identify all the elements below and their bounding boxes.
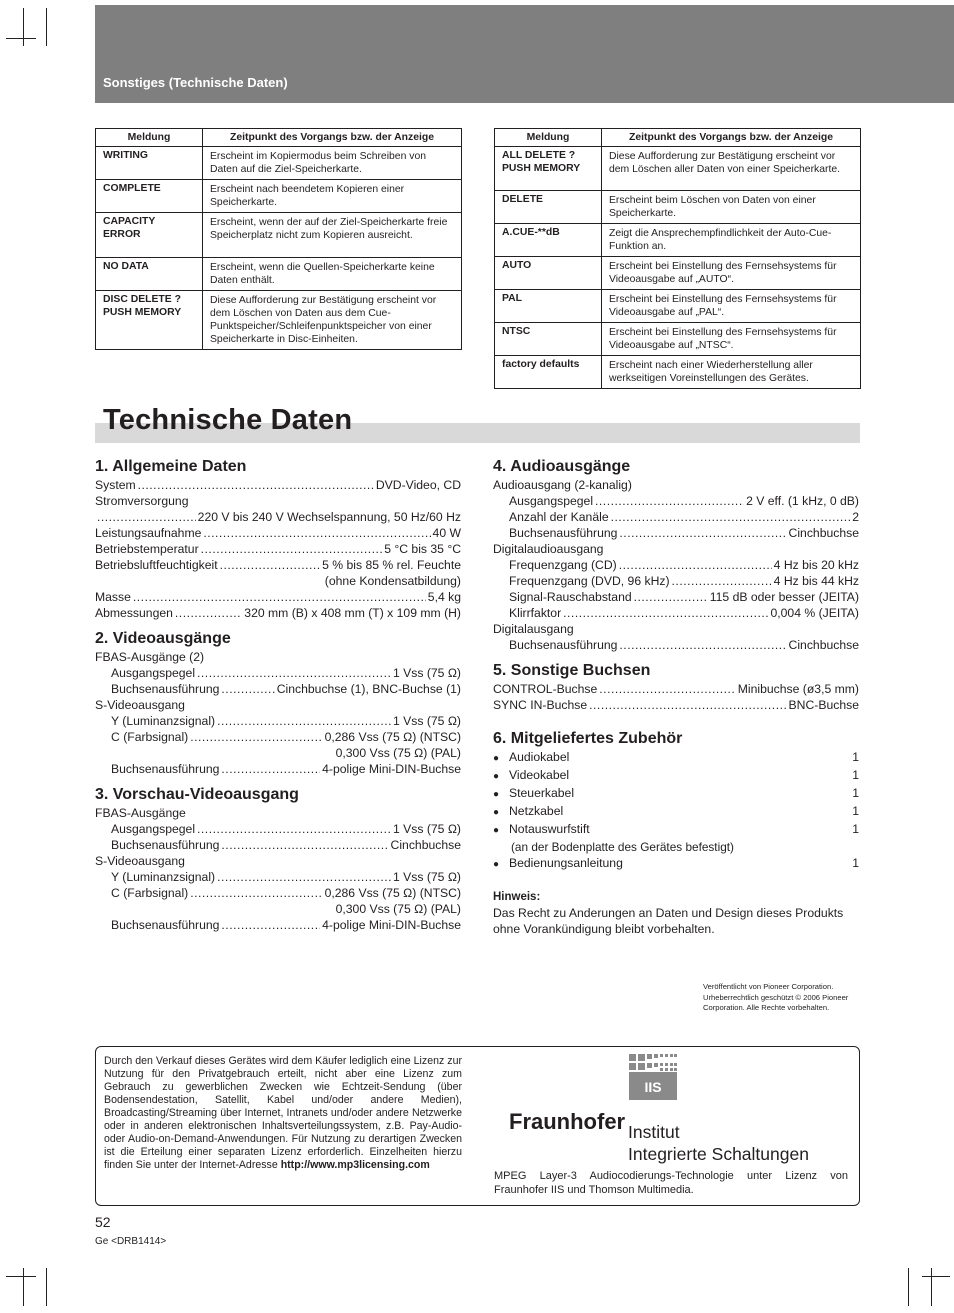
spec-row — [493, 697, 859, 713]
message-description: Erscheint im Kopiermodus beim Schreiben von Daten auf die Ziel-Speicherkarte. — [203, 147, 462, 180]
spec-row — [95, 917, 461, 933]
spec-value: 320 mm (B) x 408 mm (T) x 109 mm (H) — [244, 606, 461, 620]
spec-label: Klirrfaktor — [509, 606, 562, 620]
spec-row — [95, 509, 461, 525]
message-description: Zeigt die Ansprechempfindlichkeit der Auto-Cue-Funktion an. — [602, 224, 861, 257]
spec-value: 40 W — [432, 526, 461, 540]
spec-row — [493, 573, 859, 589]
message-description: Erscheint nach beendetem Kopieren einer Speicherkarte. — [203, 180, 462, 213]
spec-group-label: S-Videoausgang — [95, 698, 185, 712]
svg-text:IIS: IIS — [644, 1079, 662, 1095]
message-key: ALL DELETE ? PUSH MEMORY — [495, 147, 602, 191]
table-row — [495, 191, 861, 224]
spec-label: Leistungsaufnahme — [95, 526, 202, 540]
bullet-icon: ● — [493, 859, 500, 870]
spec-label: Buchsenausführung — [111, 838, 220, 852]
table-row — [495, 356, 861, 389]
spec-group-label: Digitalausgang — [493, 622, 574, 636]
crop-mark — [23, 1268, 24, 1306]
spec-row — [493, 589, 859, 605]
crop-mark — [908, 1268, 909, 1306]
note-text: Das Recht zu Anderungen an Daten und Design dieses Produkts ohne Vorankündigung bleibt vorbehalten. — [493, 906, 844, 936]
spec-row — [493, 557, 859, 573]
spec-label: Betriebstemperatur — [95, 542, 199, 556]
spec-label: SYNC IN-Buchse — [493, 698, 588, 712]
spec-group-label: Audioausgang (2-kanalig) — [493, 478, 632, 492]
accessory-item: ● Videokabel 1 — [493, 767, 859, 785]
message-key: DISC DELETE ? PUSH MEMORY — [96, 291, 203, 350]
spec-label: Ausgangspegel — [111, 666, 196, 680]
fraunhofer-institut: Institut — [628, 1122, 680, 1142]
spec-value: 4 Hz bis 20 kHz — [773, 558, 859, 572]
table-header-row — [495, 129, 861, 147]
page-number: 52 — [95, 1214, 111, 1230]
accessory-item: ● Netzkabel 1 — [493, 803, 859, 821]
spec-row — [493, 525, 859, 541]
spec-label: Buchsenausführung — [111, 918, 220, 932]
table-row — [96, 291, 462, 350]
spec-value: 1 Vss (75 Ω) — [392, 870, 461, 884]
spec-value: 4-polige Mini-DIN-Buchse — [322, 762, 461, 776]
table-row — [495, 323, 861, 356]
license-text: Durch den Verkauf dieses Gerätes wird dem Käufer lediglich eine Lizenz zur Nutzung für den Privatgebrauch erteilt, nicht aber eine Lizenz zum Gebrauch zu gewerblichen Zwecken wie Echtzeit-Sendung (über Bodensendestation, Satellit, Kabel und/oder andere Medien), Broadcasting/Streaming über Internet, Intranets und/oder andere Netzwerke oder in anderen elektronischen Inhaltsverteilungssystem, z.B. Pay-Audio- oder Audio-on-Demand-Anwendungen. Für Nutzung zu derartigen Zwecken ist die Erteilung einer separaten Lizenz erforderlich. Einzelheiten hierzu finden Sie unter der Internet-Adresse http://www.mp3licensing.com — [104, 1055, 462, 1171]
table-row — [495, 290, 861, 323]
document-code: Ge <DRB1414> — [95, 1236, 167, 1247]
spec-row — [95, 477, 461, 493]
spec-value: Cinchbuchse — [390, 838, 461, 852]
header-band — [95, 5, 954, 103]
spec-row — [493, 605, 859, 621]
spec-label: Abmessungen — [95, 606, 173, 620]
accessory-item: ● Notauswurfstift 1 — [493, 821, 859, 839]
bullet-icon: ● — [493, 825, 500, 836]
spec-row — [493, 637, 859, 653]
spec-value: 1 Vss (75 Ω) — [392, 822, 461, 836]
spec-value: Cinchbuchse — [788, 638, 859, 652]
column-header: Zeitpunkt des Vorgangs bzw. der Anzeige — [602, 129, 861, 147]
spec-value: Cinchbuchse — [788, 526, 859, 540]
spec-row — [95, 605, 461, 621]
column-header: Meldung — [96, 129, 203, 147]
spec-value: 220 V bis 240 V Wechselspannung, 50 Hz/60 Hz — [197, 510, 461, 524]
spec-row — [95, 541, 461, 557]
message-description: Erscheint, wenn der auf der Ziel-Speicherkarte freie Speicherplatz nicht zum Kopieren ausreicht. — [203, 213, 462, 258]
message-key: A.CUE-**dB — [495, 224, 602, 257]
spec-value: 1 Vss (75 Ω) — [392, 666, 461, 680]
spec-row — [95, 713, 461, 729]
section-heading: 2. Videoausgänge — [95, 630, 231, 647]
spec-group-label: Digitalaudioausgang — [493, 542, 604, 556]
crop-mark — [922, 1276, 950, 1277]
spec-row — [95, 557, 461, 573]
spec-row — [493, 681, 859, 697]
accessory-item: ● Bedienungsanleitung 1 — [493, 855, 859, 873]
message-description: Erscheint bei Einstellung des Fernsehsystems für Videoausgabe auf „PAL“. — [602, 290, 861, 323]
bullet-icon: ● — [493, 753, 500, 764]
spec-row — [95, 869, 461, 885]
table-row — [495, 147, 861, 191]
crop-mark — [931, 1268, 932, 1306]
iis-logo-icon — [629, 1054, 677, 1100]
bullet-icon: ● — [493, 807, 500, 818]
mpeg-license-text: MPEG Layer-3 Audiocodierungs-Technologie unter Lizenz von Fraunhofer IIS und Thomson Multimedia. — [494, 1170, 848, 1196]
message-key: NTSC — [495, 323, 602, 356]
message-description: Erscheint, wenn die Quellen-Speicherkarte keine Daten enthält. — [203, 258, 462, 291]
publisher-note: Veröffentlicht von Pioneer Corporation. Urheberrechtlich geschützt © 2006 Pioneer Corporation. Alle Rechte vorbehalten. — [703, 982, 849, 1012]
spec-group-label: FBAS-Ausgänge — [95, 806, 186, 820]
section-heading: 6. Mitgeliefertes Zubehör — [493, 730, 683, 747]
accessory-note: (an der Bodenplatte des Gerätes befestigt) — [511, 840, 734, 854]
message-description: Erscheint bei Einstellung des Fernsehsystems für Videoausgabe auf „NTSC“. — [602, 323, 861, 356]
spec-value: 1 Vss (75 Ω) — [392, 714, 461, 728]
column-header: Zeitpunkt des Vorgangs bzw. der Anzeige — [203, 129, 462, 147]
section-heading: 4. Audioausgänge — [493, 458, 631, 475]
left-column — [95, 457, 461, 933]
message-description: Erscheint nach einer Wiederherstellung aller werkseitigen Voreinstellungen des Gerätes. — [602, 356, 861, 389]
spec-label: Buchsenausführung — [111, 682, 220, 696]
table-row — [96, 180, 462, 213]
spec-row — [95, 821, 461, 837]
message-key: PAL — [495, 290, 602, 323]
spec-group-label: FBAS-Ausgänge (2) — [95, 650, 205, 664]
spec-label: Ausgangspegel — [509, 494, 594, 508]
spec-label: Stromversorgung — [95, 494, 189, 508]
section-label: Sonstiges (Technische Daten) — [103, 75, 288, 90]
crop-mark — [6, 38, 36, 39]
spec-row — [95, 525, 461, 541]
spec-label: System — [95, 478, 136, 492]
spec-label: Buchsenausführung — [509, 638, 618, 652]
spec-value: (ohne Kondensatbildung) — [324, 574, 461, 588]
spec-row — [95, 589, 461, 605]
message-description: Erscheint bei Einstellung des Fernsehsystems für Videoausgabe auf „AUTO“. — [602, 257, 861, 290]
bullet-icon: ● — [493, 789, 500, 800]
message-key: COMPLETE — [96, 180, 203, 213]
spec-row — [95, 761, 461, 777]
spec-value: 115 dB oder besser (JEITA) — [709, 590, 859, 604]
spec-row — [95, 837, 461, 853]
table-row — [96, 147, 462, 180]
message-key: CAPACITY ERROR — [96, 213, 203, 258]
message-key: AUTO — [495, 257, 602, 290]
spec-label: C (Farbsignal) — [111, 730, 189, 744]
table-row — [96, 213, 462, 258]
spec-value: 0,300 Vss (75 Ω) (PAL) — [335, 746, 461, 760]
section-heading: 1. Allgemeine Daten — [95, 458, 247, 475]
crop-mark — [23, 8, 24, 46]
spec-label: Anzahl der Kanäle — [509, 510, 609, 524]
message-key: WRITING — [96, 147, 203, 180]
section-heading: 5. Sonstige Buchsen — [493, 662, 651, 679]
spec-label: Signal-Rauschabstand — [509, 590, 632, 604]
table-row — [495, 224, 861, 257]
spec-value: 0,004 % (JEITA) — [770, 606, 859, 620]
spec-label: Buchsenausführung — [111, 762, 220, 776]
spec-value: 0,286 Vss (75 Ω) (NTSC) — [324, 730, 461, 744]
spec-label: Masse — [95, 590, 131, 604]
spec-value: 0,286 Vss (75 Ω) (NTSC) — [324, 886, 461, 900]
spec-label: Frequenzgang (DVD, 96 kHz) — [509, 574, 670, 588]
spec-value: Minibuchse (ø3,5 mm) — [737, 682, 859, 696]
accessory-item: ● Steuerkabel 1 — [493, 785, 859, 803]
spec-group-label: S-Videoausgang — [95, 854, 185, 868]
crop-mark — [46, 1268, 47, 1306]
message-description: Erscheint beim Löschen von Daten von einer Speicherkarte. — [602, 191, 861, 224]
message-key: DELETE — [495, 191, 602, 224]
spec-value: 5 °C bis 35 °C — [384, 542, 461, 556]
message-key: factory defaults — [495, 356, 602, 389]
spec-label: C (Farbsignal) — [111, 886, 189, 900]
table-header-row — [96, 129, 462, 147]
spec-value: 5,4 kg — [427, 590, 461, 604]
table-row — [96, 258, 462, 291]
column-header: Meldung — [495, 129, 602, 147]
crop-mark — [6, 1276, 36, 1277]
crop-mark — [46, 8, 47, 46]
right-column — [493, 457, 859, 937]
license-url: http://www.mp3licensing.com — [280, 1159, 430, 1171]
message-description: Diese Aufforderung zur Bestätigung erscheint vor dem Löschen von Daten aus dem Cue-Punktspeicher/Schleifenpunktspeicher von einer Speicherkarte in Disc-Einheiten. — [203, 291, 462, 350]
message-table-left — [95, 128, 462, 350]
message-table-right — [494, 128, 861, 389]
spec-row — [95, 729, 461, 745]
spec-label: CONTROL-Buchse — [493, 682, 598, 696]
table-row — [495, 257, 861, 290]
spec-value: Cinchbuchse (1), BNC-Buchse (1) — [276, 682, 461, 696]
message-description: Diese Aufforderung zur Bestätigung erscheint vor dem Löschen aller Daten von einer Speicherkarte. — [602, 147, 861, 191]
spec-value: BNC-Buchse — [788, 698, 859, 712]
spec-value: 2 V eff. (1 kHz, 0 dB) — [746, 494, 859, 508]
license-box — [95, 1046, 860, 1206]
spec-value: 0,300 Vss (75 Ω) (PAL) — [335, 902, 461, 916]
fraunhofer-subtitle: Integrierte Schaltungen — [628, 1144, 809, 1164]
spec-value: DVD-Video, CD — [375, 478, 461, 492]
note-heading: Hinweis: — [493, 891, 541, 903]
spec-value: 4-polige Mini-DIN-Buchse — [322, 918, 461, 932]
spec-row — [95, 885, 461, 901]
spec-value: 4 Hz bis 44 kHz — [773, 574, 859, 588]
accessory-item: ● Audiokabel 1 — [493, 749, 859, 767]
spec-row — [95, 665, 461, 681]
spec-row — [493, 493, 859, 509]
spec-label: Y (Luminanzsignal) — [111, 870, 216, 884]
spec-label: Y (Luminanzsignal) — [111, 714, 216, 728]
spec-row — [95, 681, 461, 697]
fraunhofer-name: Fraunhofer — [509, 1109, 626, 1134]
spec-value: 2 — [852, 510, 859, 524]
spec-label: Buchsenausführung — [509, 526, 618, 540]
section-heading: 3. Vorschau-Videoausgang — [95, 786, 299, 803]
spec-value: 5 % bis 85 % rel. Feuchte — [322, 558, 461, 572]
spec-row — [493, 509, 859, 525]
bullet-icon: ● — [493, 771, 500, 782]
spec-label: Frequenzgang (CD) — [509, 558, 617, 572]
message-key: NO DATA — [96, 258, 203, 291]
spec-label: Ausgangspegel — [111, 822, 196, 836]
page-title: Technische Daten — [103, 404, 353, 436]
spec-label: Betriebsluftfeuchtigkeit — [95, 558, 218, 572]
